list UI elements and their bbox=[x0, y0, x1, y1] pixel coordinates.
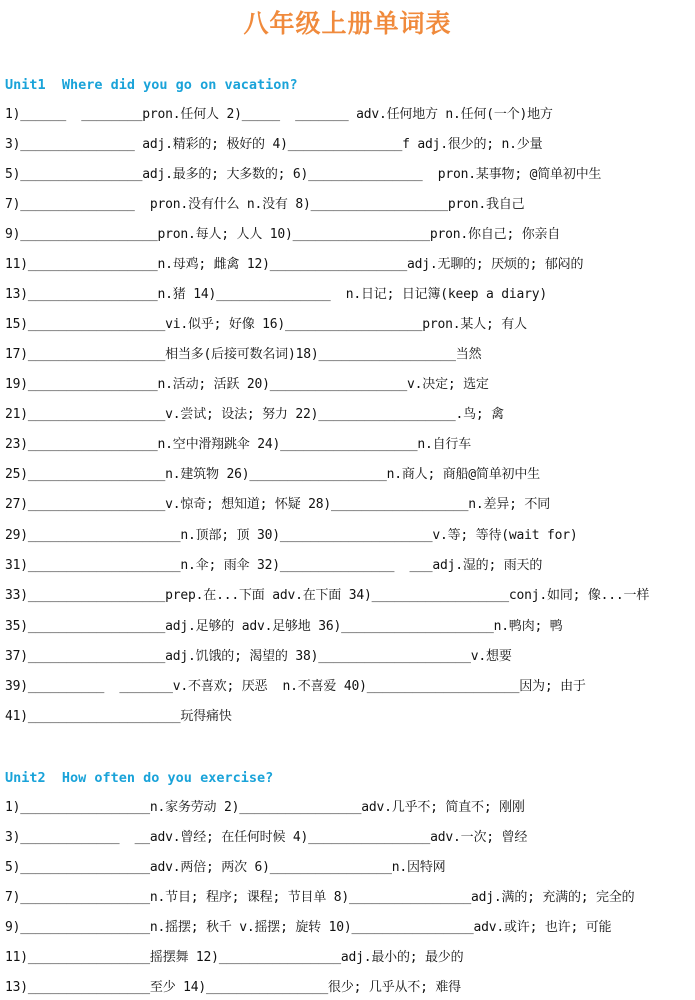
unit1-heading: Unit1 Where did you go on vacation? bbox=[5, 77, 298, 93]
unit2-heading: Unit2 How often do you exercise? bbox=[5, 770, 274, 786]
unit2-line-6: 11)________________摇摆舞 12)________________adj.最小的; 最少的 bbox=[5, 950, 464, 965]
unit1-line-11: 21)__________________v.尝试; 设法; 努力 22)__________________.鸟; 禽 bbox=[5, 407, 504, 422]
unit1-line-17: 33)__________________prep.在...下面 adv.在下面 34)__________________conj.如同; 像...一样 bbox=[5, 588, 650, 603]
unit1-line-3: 5)________________adj.最多的; 大多数的; 6)_______________ pron.某事物; @简单初中生 bbox=[5, 167, 602, 182]
unit2-line-1: 1)_________________n.家务劳动 2)________________adv.几乎不; 简直不; 刚刚 bbox=[5, 800, 525, 815]
unit1-line-20: 39)__________ _______v.不喜欢; 厌恶 n.不喜爱 40)____________________因为; 由于 bbox=[5, 679, 586, 694]
unit1-line-1: 1)______ ________pron.任何人 2)_____ _______ adv.任何地方 n.任何(一个)地方 bbox=[5, 107, 553, 122]
unit2-line-3: 5)_________________adv.两倍; 两次 6)________________n.因特网 bbox=[5, 860, 446, 875]
unit1-line-13: 25)__________________n.建筑物 26)__________________n.商人; 商船@简单初中生 bbox=[5, 467, 540, 482]
unit1-line-19: 37)__________________adj.饥饿的; 渴望的 38)____________________v.想要 bbox=[5, 649, 512, 664]
unit1-line-10: 19)_________________n.活动; 活跃 20)__________________v.决定; 选定 bbox=[5, 377, 489, 392]
unit1-line-12: 23)_________________n.空中滑翔跳伞 24)__________________n.自行车 bbox=[5, 437, 472, 452]
unit1-line-6: 11)_________________n.母鸡; 雌禽 12)__________________adj.无聊的; 厌烦的; 郁闷的 bbox=[5, 257, 584, 272]
unit2-line-5: 9)_________________n.摇摆; 秋千 v.摇摆; 旋转 10)________________adv.或许; 也许; 可能 bbox=[5, 920, 612, 935]
unit1-line-15: 29)____________________n.顶部; 顶 30)____________________v.等; 等待(wait for) bbox=[5, 528, 578, 543]
unit1-line-4: 7)_______________ pron.没有什么 n.没有 8)__________________pron.我自己 bbox=[5, 197, 525, 212]
page-title: 八年级上册单词表 bbox=[243, 9, 452, 38]
unit2-line-7: 13)________________至少 14)________________很少; 几乎从不; 难得 bbox=[5, 980, 461, 995]
unit2-line-2: 3)_____________ __adv.曾经; 在任何时候 4)________________adv.一次; 曾经 bbox=[5, 830, 528, 845]
unit1-line-7: 13)_________________n.猪 14)_______________ n.日记; 日记簿(keep a diary) bbox=[5, 287, 548, 302]
unit1-line-21: 41)____________________玩得痛快 bbox=[5, 709, 232, 724]
unit1-line-9: 17)__________________相当多(后接可数名词)18)__________________当然 bbox=[5, 347, 482, 362]
unit1-line-16: 31)____________________n.伞; 雨伞 32)_______________ ___adj.湿的; 雨天的 bbox=[5, 558, 543, 573]
unit1-line-14: 27)__________________v.惊奇; 想知道; 怀疑 28)__________________n.差异; 不同 bbox=[5, 497, 551, 512]
unit1-line-18: 35)__________________adj.足够的 adv.足够地 36)____________________n.鸭肉; 鸭 bbox=[5, 619, 563, 634]
unit1-line-8: 15)__________________vi.似乎; 好像 16)__________________pron.某人; 有人 bbox=[5, 317, 527, 332]
unit1-line-5: 9)__________________pron.每人; 人人 10)__________________pron.你自己; 你亲自 bbox=[5, 227, 561, 242]
unit2-line-4: 7)_________________n.节目; 程序; 课程; 节目单 8)________________adj.满的; 充满的; 完全的 bbox=[5, 890, 635, 905]
unit1-line-2: 3)_______________ adj.精彩的; 极好的 4)_______________f adj.很少的; n.少量 bbox=[5, 137, 543, 152]
